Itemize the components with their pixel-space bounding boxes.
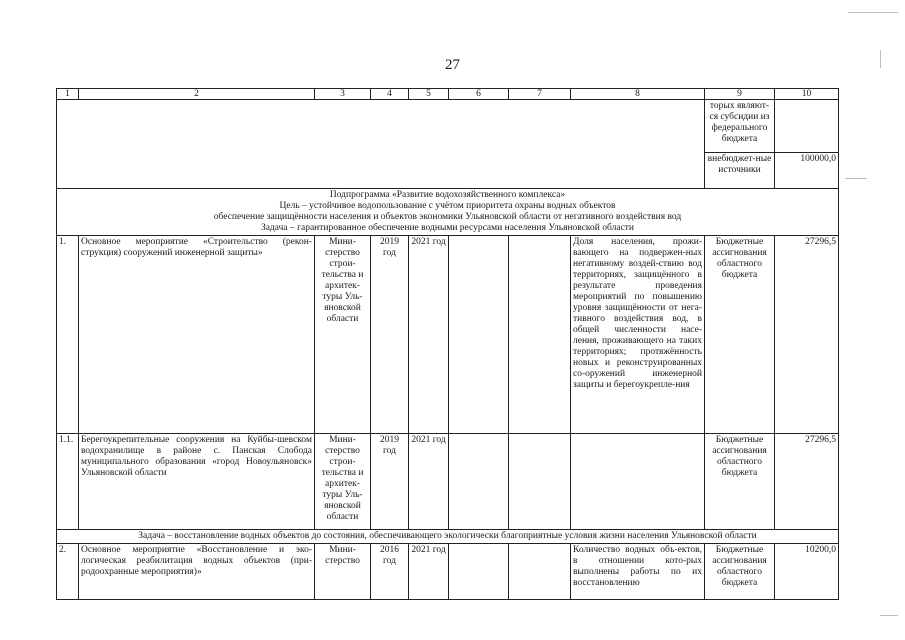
funding-source-cell: внебюджет-ные источники	[705, 153, 775, 189]
goal-text: Цель – устойчивое водопользование с учётом приоритета охраны водных объектов	[279, 201, 616, 211]
row-number: 2.	[57, 544, 79, 600]
scan-artifact	[848, 12, 898, 13]
executor: Мини-стерство	[315, 544, 371, 600]
col-number: 5	[409, 89, 449, 100]
scan-artifact	[845, 178, 867, 179]
continuation-row	[57, 100, 839, 153]
col-number: 4	[371, 89, 409, 100]
activity-name: Основное мероприятие «Восстановление и эко-логическая реабилитация водных объектов (при-родоохранные мероприятия)»	[79, 544, 315, 600]
empty-cell	[449, 544, 509, 600]
col-number: 9	[705, 89, 775, 100]
task-text: Задача – восстановление водных объектов до состояния, обеспечивающего экологически благоприятные условия жизни населения Ульяновской области	[57, 530, 839, 544]
section-row	[57, 530, 839, 544]
subprogram-title: Подпрограмма «Развитие водохозяйственного комплекса»	[329, 190, 566, 200]
col-number: 2	[79, 89, 315, 100]
target-indicator: Количество водных объ-ектов, в отношении кото-рых выполнены работы по их восстановлению	[571, 544, 705, 600]
activity-name: Берегоукрепительные сооружения на Куйбы-шевском водохранилище в районе с. Панская Слобода муниципального образования «город Новоульяновск» Ульяновской области	[79, 434, 315, 530]
end-year: 2021 год	[409, 544, 449, 600]
page-number: 27	[445, 57, 460, 73]
table-row	[57, 434, 839, 530]
col-number: 7	[509, 89, 571, 100]
executor: Мини-стерство строи-тельства и архитек-туры Уль-яновской области	[315, 236, 371, 434]
empty-cell	[449, 434, 509, 530]
amount-cell: 100000,0	[775, 153, 839, 189]
program-table	[56, 88, 839, 600]
col-number: 3	[315, 89, 371, 100]
start-year: 2019 год	[371, 434, 409, 530]
executor: Мини-стерство строи-тельства и архитек-туры Уль-яновской области	[315, 434, 371, 530]
funding-amount: 27296,5	[775, 236, 839, 434]
scan-artifact	[880, 50, 881, 68]
funding-source-cell: торых являют-ся субсидии из федерального бюджета	[705, 100, 775, 153]
section-row	[57, 189, 839, 236]
target-indicator: Доля населения, прожи-вающего на подвержен-ных негативному воздей-ствию вод территориях, защищённого в результате проведения мероприятий по повышению уровня защищённости от нега-тивного воздействия вод, в общей численности насе-ления, проживающего на таких территориях; протяжённость новых и реконструированных со-оружений инженерной защиты и берегоукрепле-ния	[571, 236, 705, 434]
task-text: Задача – гарантированное обеспечение водными ресурсами населения Ульяновской области	[260, 223, 635, 233]
row-number: 1.1.	[57, 434, 79, 530]
funding-source: Бюджетные ассигнования областного бюджета	[705, 434, 775, 530]
col-number: 8	[571, 89, 705, 100]
target-indicator	[571, 434, 705, 530]
col-number: 1	[57, 89, 79, 100]
end-year: 2021 год	[409, 434, 449, 530]
continuation-blank	[57, 100, 705, 189]
scan-artifact	[880, 615, 898, 616]
goal-text-continued: обеспечение защищённости населения и объектов экономики Ульяновской области от негативного воздействия вод	[213, 212, 682, 222]
table-row	[57, 544, 839, 600]
empty-cell	[509, 236, 571, 434]
empty-cell	[509, 434, 571, 530]
empty-cell	[449, 236, 509, 434]
section-heading	[57, 189, 839, 236]
funding-source: Бюджетные ассигнования областного бюджета	[705, 544, 775, 600]
end-year: 2021 год	[409, 236, 449, 434]
col-number: 6	[449, 89, 509, 100]
funding-source: Бюджетные ассигнования областного бюджета	[705, 236, 775, 434]
start-year: 2016 год	[371, 544, 409, 600]
column-number-row	[57, 89, 839, 100]
start-year: 2019 год	[371, 236, 409, 434]
col-number: 10	[775, 89, 839, 100]
funding-amount: 10200,0	[775, 544, 839, 600]
amount-cell	[775, 100, 839, 153]
row-number: 1.	[57, 236, 79, 434]
funding-amount: 27296,5	[775, 434, 839, 530]
table-row	[57, 236, 839, 434]
activity-name: Основное мероприятие «Строительство (рекон-струкция) сооружений инженерной защиты»	[79, 236, 315, 434]
empty-cell	[509, 544, 571, 600]
